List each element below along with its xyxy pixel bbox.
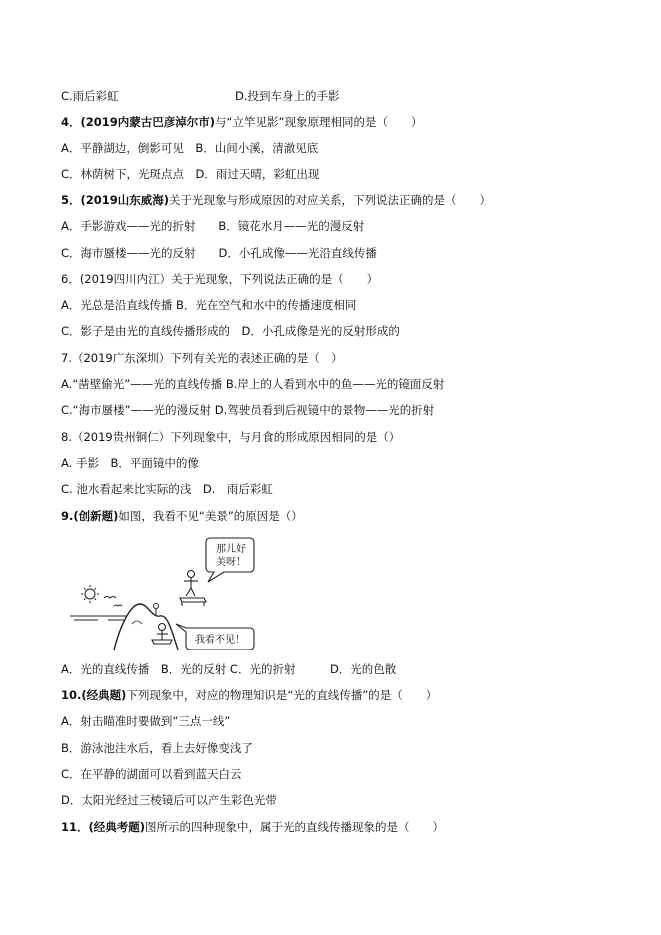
speech-bubble-top xyxy=(206,538,254,582)
q6-stem: 6．(2019四川内江）关于光现象，下列说法正确的是（ ） xyxy=(61,272,379,286)
q7-options-ab: A.“凿壁偷光”——光的直线传播 B.岸上的人看到水中的鱼——光的镜面反射 xyxy=(61,377,445,391)
sun-icon xyxy=(81,585,99,603)
q10-option-c: C．在平静的湖面可以看到蓝天白云 xyxy=(61,767,242,781)
q10-option-a: A．射击瞄准时要做到“三点一线” xyxy=(61,714,231,728)
bubble-top-line2: 美呀！ xyxy=(216,557,246,568)
speech-bubble-bottom xyxy=(176,624,254,650)
q9-options: A．光的直线传播 B．光的反射 C．光的折射 D．光的色散 xyxy=(61,662,397,676)
q5-options-ab: A．手影游戏——光的折射 B．镜花水月——光的漫反射 xyxy=(61,219,365,233)
q8-options-cd: C. 池水看起来比实际的浅 D. 雨后彩虹 xyxy=(61,482,273,496)
q4-options-cd: C．林荫树下，光斑点点 D．雨过天晴，彩虹出现 xyxy=(61,167,320,181)
q4-stem: 4．(2019内蒙古巴彦淖尔市)与“立竿见影”现象原理相同的是（ ） xyxy=(61,115,423,129)
q8-stem: 8.（2019贵州铜仁）下列现象中，与月食的形成原因相同的是（） xyxy=(61,430,401,444)
q4-options-ab: A．平静湖边，倒影可见 B．山间小溪，清澈见底 xyxy=(61,141,319,155)
q8-options-ab: A. 手影 B．平面镜中的像 xyxy=(61,456,199,470)
q6-options-cd: C．影子是由光的直线传播形成的 D．小孔成像是光的反射形成的 xyxy=(61,324,400,338)
q9-stem: 9.(创新题)如图，我看不见“美景”的原因是（） xyxy=(61,509,303,523)
q10-option-d: D．太阳光经过三棱镜后可以产生彩色光带 xyxy=(61,793,277,807)
q9-illustration xyxy=(68,532,258,650)
q5-options-cd: C．海市蜃楼——光的反射 D．小孔成像——光沿直线传播 xyxy=(61,246,377,260)
mountain-figure xyxy=(154,604,159,616)
sea-lines xyxy=(70,616,128,620)
bubble-top-line1: 那儿好 xyxy=(216,544,246,555)
q11-stem: 11．(经典考题)图所示的四种现象中，属于光的直线传播现象的是（ ） xyxy=(61,820,445,834)
q3-option-d: D.投到车身上的手影 xyxy=(235,89,340,103)
q10-option-b: B．游泳池注水后，看上去好像变浅了 xyxy=(61,741,253,755)
q10-stem: 10.(经典题)下列现象中，对应的物理知识是“光的直线传播”的是（ ） xyxy=(61,688,438,702)
birds-icon xyxy=(104,597,122,607)
q5-stem: 5．(2019山东威海)关于光现象与形成原因的对应关系，下列说法正确的是（ ） xyxy=(61,193,492,207)
upper-stick-figure xyxy=(180,571,206,607)
bubble-bottom-text: 我看不见！ xyxy=(195,635,245,646)
q7-stem: 7.（2019广东深圳）下列有关光的表述正确的是（ ） xyxy=(61,351,343,365)
q6-options-ab: A．光总是沿直线传播 B．光在空气和水中的传播速度相同 xyxy=(61,298,357,312)
q3-option-c: C.雨后彩虹 xyxy=(61,89,119,103)
q7-options-cd: C.“海市蜃楼”——光的漫反射 D.驾驶员看到后视镜中的景物——光的折射 xyxy=(61,403,435,417)
